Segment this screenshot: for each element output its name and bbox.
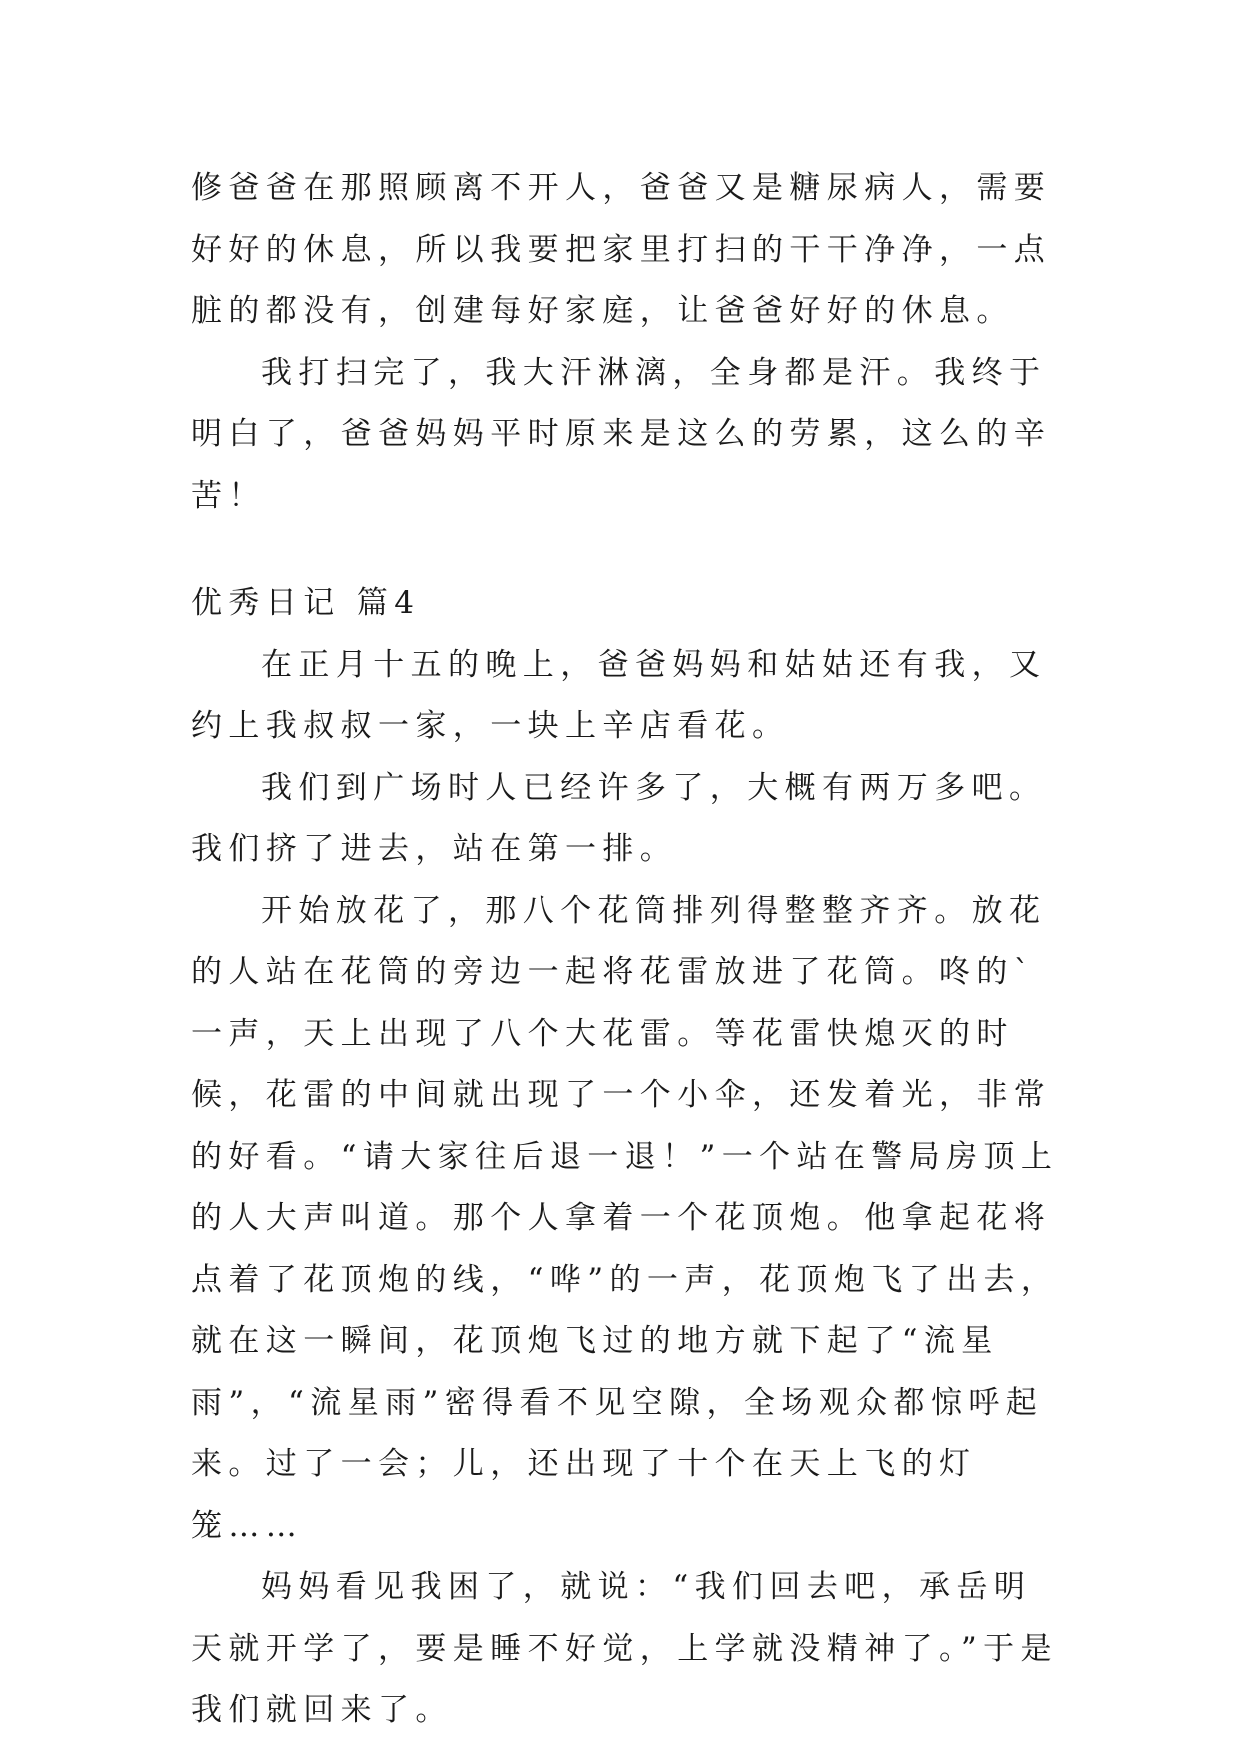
section-paragraph: 妈妈看见我困了，就说：“我们回去吧，承岳明天就开学了，要是睡不好觉，上学就没精神了。”于是我们就回来了。 — [191, 1569, 1058, 1728]
section-paragraph: 我们到广场时人已经许多了，大概有两万多吧。我们挤了进去，站在第一排。 — [191, 769, 1047, 867]
section-gap — [191, 527, 1061, 573]
section-paragraph: 在正月十五的晚上，爸爸妈妈和姑姑还有我，又约上我叔叔一家，一块上辛店看花。 — [191, 646, 1047, 744]
document-body — [191, 158, 1061, 1742]
section-title: 优秀日记 篇4 — [191, 585, 421, 621]
continued-paragraph: 修爸爸在那照顾离不开人，爸爸又是糖尿病人，需要好好的休息，所以我要把家里打扫的干干净净，一点脏的都没有，创建每好家庭，让爸爸好好的休息。 — [191, 170, 1052, 329]
continued-paragraph: 我打扫完了，我大汗淋漓，全身都是汗。我终于明白了，爸爸妈妈平时原来是这么的劳累，这么的辛苦！ — [191, 354, 1052, 514]
section-paragraph: 开始放花了，那八个花筒排列得整整齐齐。放花的人站在花筒的旁边一起将花雷放进了花筒。咚的`一声，天上出现了八个大花雷。等花雷快熄灭的时候，花雷的中间就出现了一个小伞，还发着光，非常的好看。“请大家往后退一退！”一个站在警局房顶上的人大声叫道。那个人拿着一个花顶炮。他拿起花将点着了花顶炮的线，“哗”的一声，花顶炮飞了出去，就在这一瞬间，花顶炮飞过的地方就下起了“流星雨”，“流星雨”密得看不见空隙，全场观众都惊呼起来。过了一会；儿，还出现了十个在天上飞的灯笼…… — [191, 892, 1059, 1544]
